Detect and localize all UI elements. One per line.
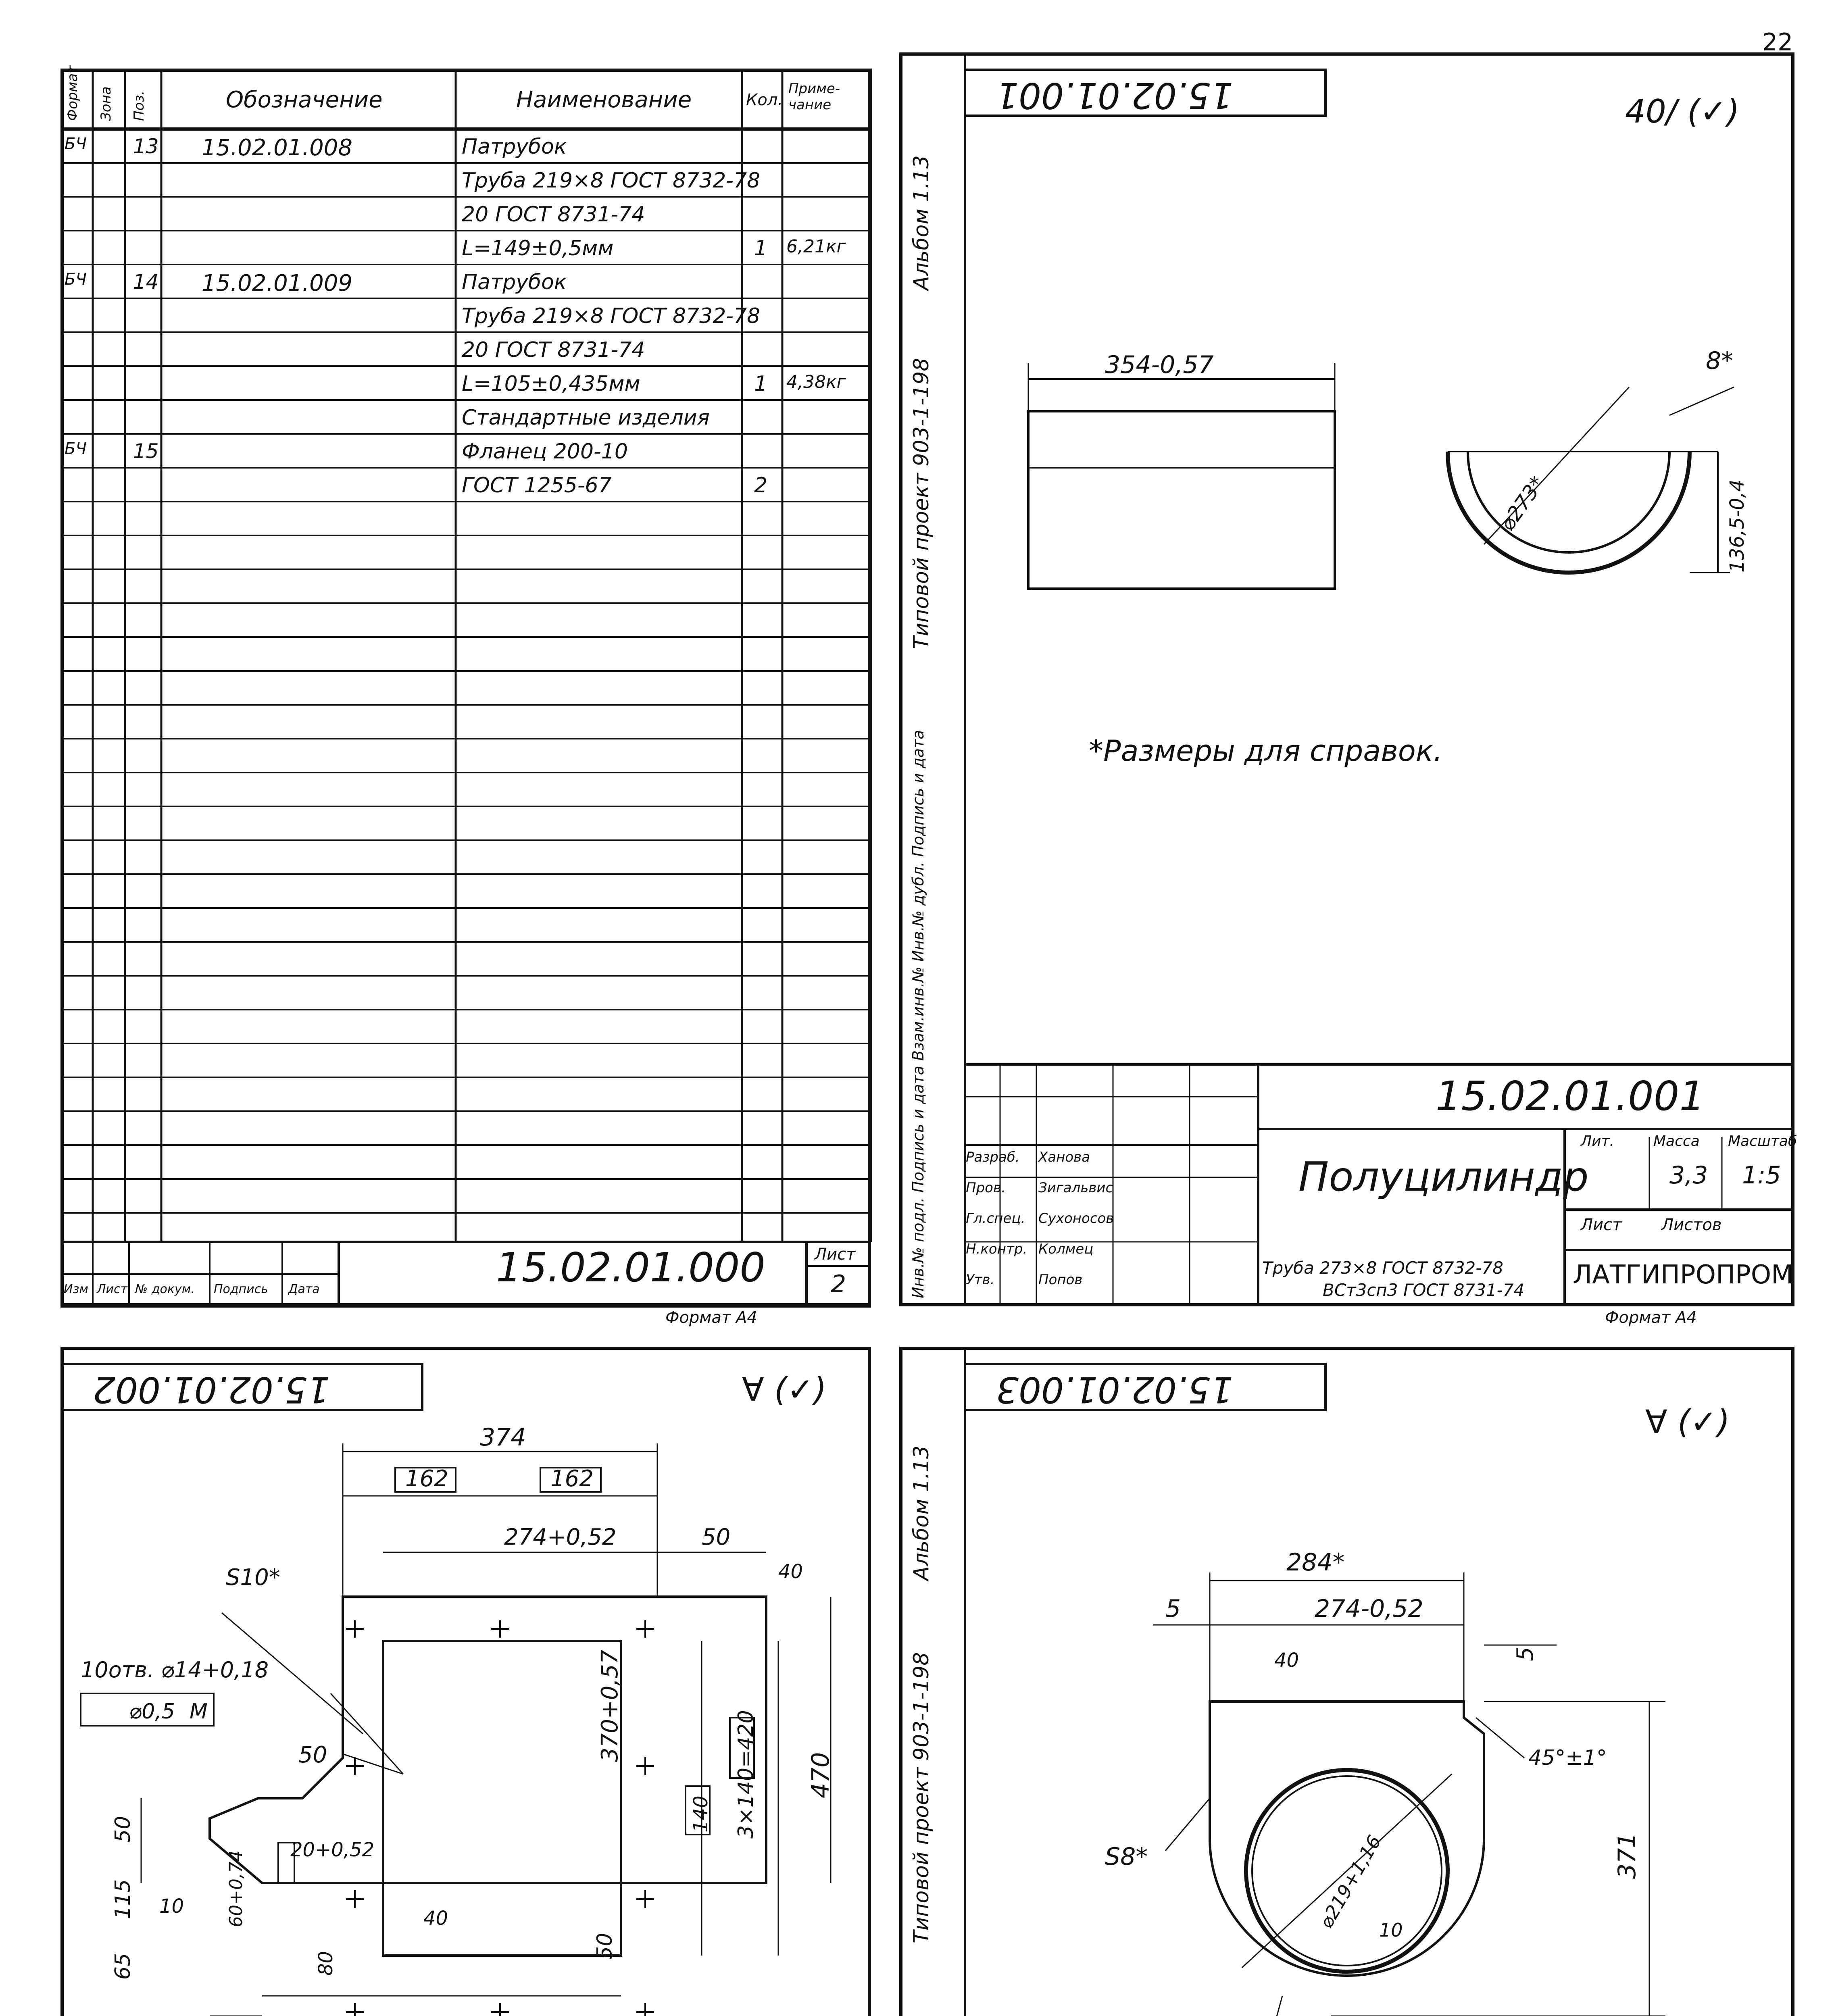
stamp-person-name: Колмец <box>1038 1241 1094 1257</box>
sheet-001-format-label: Формат А4 <box>1605 1308 1697 1327</box>
sheet-003-dim-371: 371 <box>1613 1833 1641 1879</box>
sheet-002-dim-s10: S10* <box>226 1564 280 1591</box>
spec-header-zone: Зона <box>98 86 114 121</box>
spec-cell-designation: 15.02.01.009 <box>202 270 353 296</box>
sheet-002-mirror-code: 15.02.01.002 <box>93 1369 330 1410</box>
spec-stamp-izm: Изм <box>64 1282 89 1296</box>
sheet-002-dim-50left: 50 <box>111 1816 135 1843</box>
sheet-002-roughness-10: 10 <box>159 1895 184 1918</box>
sheet-002-tol: ⌀0,5 <box>129 1699 175 1724</box>
sheet-002-holes: 10отв. ⌀14+0,18 <box>81 1657 269 1683</box>
sheet-003-side-album: Альбом 1.13 <box>909 1445 934 1581</box>
sheet-002-roughness-40b: 40 <box>423 1907 448 1930</box>
sheet-001-stamp-org: ЛАТГИПРОПРОМ <box>1573 1260 1794 1290</box>
sheet-002-tol-m: M <box>190 1699 208 1724</box>
spec-cell-designation: 15.02.01.008 <box>202 135 353 161</box>
sheet-003-dim-s8: S8* <box>1105 1843 1148 1871</box>
spec-cell-name: L=105±0,435мм <box>462 372 640 396</box>
sheet-002-dim-20: 20+0,52 <box>290 1839 375 1861</box>
sheet-003-mirror-code: 15.02.01.003 <box>996 1369 1233 1410</box>
sheet-003-roughness: ∀ (✓) <box>1645 1403 1730 1441</box>
sheet-001-stamp-scale-label: Масштаб <box>1728 1133 1797 1150</box>
spec-cell-format: БЧ <box>65 270 87 289</box>
spec-cell-pos: 13 <box>133 135 159 158</box>
stamp-person-name: Ханова <box>1038 1149 1090 1165</box>
stamp-person-name: Сухоносов <box>1038 1210 1114 1227</box>
spec-cell-name: L=149±0,5мм <box>462 236 614 260</box>
spec-cell-format: БЧ <box>65 135 87 153</box>
sheet-001-stamp-lit: Лит. <box>1581 1133 1614 1150</box>
spec-header-pos: Поз. <box>131 90 147 121</box>
sheet-001-side-cols: Инв.№ подл. Подпись и дата Взам.инв.№ Инв.№ дубл. Подпись и дата <box>909 730 927 1298</box>
sheet-002-dim-374: 374 <box>480 1423 526 1452</box>
stamp-person-name: Зигальвис <box>1038 1180 1113 1196</box>
sheet-002-dim-60: 60+0,74 <box>226 1850 246 1927</box>
spec-format-label: Формат А4 <box>665 1308 757 1327</box>
sheet-002-dim-370: 370+0,57 <box>597 1649 623 1762</box>
sheet-002-dim-65v: 65 <box>111 1953 135 1980</box>
sheet-001-dim-height: 136,5-0,4 <box>1726 479 1749 573</box>
spec-cell-name: Патрубок <box>462 270 567 294</box>
spec-header-format: Формат <box>65 65 81 121</box>
sheet-001-dim-dia: ⌀273* <box>1495 472 1550 535</box>
sheet-001-stamp-sheets: Листов <box>1661 1216 1722 1234</box>
sheet-003-dim-5a: 5 <box>1165 1595 1181 1623</box>
stamp-person-role: Гл.спец. <box>966 1210 1025 1227</box>
sheet-001-stamp-code: 15.02.01.001 <box>1436 1073 1705 1120</box>
sheet-002-dim-470: 470 <box>807 1752 835 1798</box>
sheet-002-dim-115: 115 <box>111 1879 135 1919</box>
spec-stamp-doc: № докум. <box>135 1282 195 1296</box>
sheet-001-stamp-mass: 3,3 <box>1669 1161 1708 1189</box>
spec-stamp-code: 15.02.01.000 <box>496 1244 765 1291</box>
sheet-002-roughness: ∀ (✓) <box>742 1371 827 1408</box>
spec-cell-qty: 1 <box>754 372 768 396</box>
spec-header-name: Наименование <box>516 87 692 113</box>
spec-header-note: Приме-чание <box>788 81 840 113</box>
sheet-002-dim-162b: 162 <box>550 1466 594 1492</box>
sheet-003-roughness-40: 40 <box>1274 1649 1299 1672</box>
stamp-person-role: Разраб. <box>966 1149 1020 1165</box>
spec-cell-pos: 15 <box>133 439 159 463</box>
spec-stamp-list: Лист <box>97 1282 128 1296</box>
sheet-001-side-project: Типовой проект 903-1-198 <box>909 358 934 649</box>
spec-cell-note: 4,38кг <box>786 372 846 392</box>
sheet-002-dim-50bot: 50 <box>593 1933 617 1960</box>
sheet-003-side-project: Типовой проект 903-1-198 <box>909 1652 934 1943</box>
spec-cell-name: ГОСТ 1255-67 <box>462 473 612 498</box>
spec-cell-format: БЧ <box>65 439 87 458</box>
sheet-002-dim-50slot: 50 <box>298 1742 327 1768</box>
sheet-003-dim-274: 274-0,52 <box>1315 1595 1423 1623</box>
sheet-003-dim-284: 284* <box>1286 1548 1345 1577</box>
spec-header-qty: Кол. <box>746 91 783 109</box>
spec-cell-qty: 1 <box>754 236 768 260</box>
sheet-002-dim-3x140: 3×140=420 <box>734 1710 758 1839</box>
sheet-002-dim-162a: 162 <box>405 1466 448 1492</box>
sheet-001-stamp-scale: 1:5 <box>1742 1161 1781 1189</box>
sheet-002-dim-50top: 50 <box>702 1524 731 1550</box>
sheet-001-stamp-mass-label: Масса <box>1653 1133 1700 1150</box>
sheet-003-dim-angle: 45°±1° <box>1528 1746 1607 1770</box>
spec-cell-name: Стандартные изделия <box>462 406 710 430</box>
sheet-002-dim-274: 274+0,52 <box>504 1524 617 1550</box>
sheet-001-stamp-material-bottom: ВСт3сп3 ГОСТ 8731-74 <box>1323 1280 1525 1300</box>
spec-stamp-sheet-label: Лист <box>815 1245 856 1264</box>
spec-cell-name: Труба 219×8 ГОСТ 8732-78 <box>462 169 761 193</box>
sheet-001-stamp-sheet: Лист <box>1581 1216 1622 1234</box>
spec-header-designation: Обозначение <box>226 87 383 113</box>
stamp-person-role: Утв. <box>966 1272 995 1288</box>
sheet-002-dim-140: 140 <box>690 1795 712 1833</box>
spec-cell-pos: 14 <box>133 270 159 294</box>
sheet-002-roughness-40a: 40 <box>778 1560 803 1583</box>
sheet-001-dim-thick: 8* <box>1706 347 1734 375</box>
sheet-003-dim-5b: 5 <box>1512 1647 1538 1661</box>
sheet-001-dim-length: 354-0,57 <box>1105 351 1214 379</box>
sheet-003-dim-dia: ⌀219+1,16 <box>1315 1831 1386 1932</box>
spec-stamp-sign: Подпись <box>214 1282 268 1296</box>
spec-cell-name: Фланец 200-10 <box>462 439 628 464</box>
sheet-001-note: *Размеры для справок. <box>1089 734 1443 768</box>
spec-cell-name: 20 ГОСТ 8731-74 <box>462 202 645 227</box>
sheet-001-roughness: 40/ (✓) <box>1625 93 1740 130</box>
sheet-001-mirror-code: 15.02.01.001 <box>996 75 1233 116</box>
spec-cell-qty: 2 <box>754 473 768 498</box>
stamp-person-name: Попов <box>1038 1272 1083 1288</box>
spec-stamp-date: Дата <box>288 1282 320 1296</box>
spec-cell-note: 6,21кг <box>786 236 846 257</box>
stamp-person-role: Пров. <box>966 1180 1006 1196</box>
spec-cell-name: Труба 219×8 ГОСТ 8732-78 <box>462 304 761 328</box>
spec-stamp-sheet: 2 <box>831 1270 846 1298</box>
sheet-001-side-album: Альбом 1.13 <box>909 155 934 290</box>
sheet-001-stamp-title: Полуцилиндр <box>1298 1153 1589 1200</box>
sheet-001-stamp-material-top: Труба 273×8 ГОСТ 8732-78 <box>1262 1258 1503 1278</box>
spec-cell-name: Патрубок <box>462 135 567 159</box>
sheet-002-dim-80: 80 <box>315 1951 337 1976</box>
stamp-person-role: Н.контр. <box>966 1241 1027 1257</box>
sheet-003-roughness-10: 10 <box>1379 1919 1403 1941</box>
spec-cell-name: 20 ГОСТ 8731-74 <box>462 338 645 362</box>
page-number: 22 <box>1762 28 1793 56</box>
